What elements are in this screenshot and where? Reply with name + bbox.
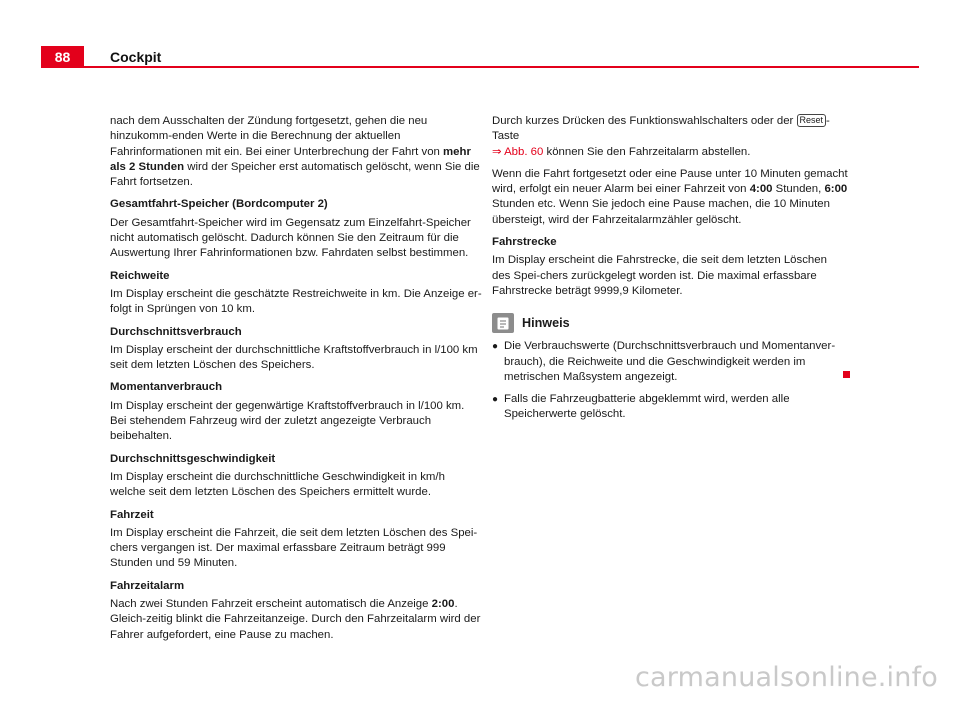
paragraph-reichweite: Im Display erscheint die geschätzte Restreichweite in km. Die Anzeige er-folgt in Sprüngen von 10 km. [110, 287, 482, 316]
heading-durchschnittsgeschwindigkeit: Durchschnittsgeschwindigkeit [110, 452, 276, 465]
bullet-icon: ● [492, 341, 499, 353]
right-column [492, 114, 848, 430]
header-rule [84, 66, 919, 68]
list-item: ● Die Verbrauchswerte (Durchschnittsverbrauch und Momentanver-brauch), die Reichweite und die Geschwindigkeit werden im metrischen Maßsystem angezeigt. [492, 339, 848, 385]
heading-gesamtfahrt: Gesamtfahrt-Speicher (Bordcomputer 2) [110, 198, 328, 211]
reset-key-label: Reset [797, 114, 827, 127]
paragraph-intro: nach dem Ausschalten der Zündung fortgesetzt, gehen die neu hinzukomm-enden Werte in die Berechnung der aktuellen Fahrinformationen mit ein. Bei einer Unterbrechung der Fahrt von mehr als 2 Stunden wird der Speicher erst automatisch gelöscht, wenn Sie die Fahrt fortsetzen. [110, 115, 480, 189]
paragraph-fahrzeitalarm: Nach zwei Stunden Fahrzeit erscheint automatisch die Anzeige 2:00. Gleich-zeitig blinkt die Fahrzeitanzeige. Durch den Fahrzeitalarm wird der Fahrer aufgefordert, eine Pause zu machen. [110, 598, 481, 641]
paragraph-gesamtfahrt: Der Gesamtfahrt-Speicher wird im Gegensatz zum Einzelfahrt-Speicher nicht automatisch gelöscht. Dadurch können Sie den Zeitraum für die Auswertung Ihrer Fahrinformationen bzw. Fahrdaten selbst bestimmen. [110, 216, 471, 260]
paragraph-fahrzeit: Im Display erscheint die Fahrzeit, die seit dem letzten Löschen des Spei-chers vergangen ist. Der maximal erfassbare Zeitraum beträgt 999 Stunden und 59 Minuten. [110, 526, 478, 570]
left-column [110, 114, 482, 650]
paragraph-durchschnittsverbrauch: Im Display erscheint der durchschnittliche Kraftstoffverbrauch in l/100 km seit dem letzten Löschen des Speichers. [110, 343, 478, 372]
heading-fahrzeit: Fahrzeit [110, 508, 154, 521]
bullet-icon: ● [492, 394, 499, 406]
paragraph-durchschnittsgeschwindigkeit: Im Display erscheint die durchschnittliche Geschwindigkeit in km/h welche seit dem letzten Löschen des Speichers ermittelt wurde. [110, 470, 445, 499]
page-header [0, 0, 960, 70]
page-number: 88 [41, 46, 84, 68]
heading-momentanverbrauch: Momentanverbrauch [110, 381, 223, 394]
heading-fahrzeitalarm: Fahrzeitalarm [110, 579, 185, 592]
chapter-title: Cockpit [110, 49, 162, 65]
heading-durchschnittsverbrauch: Durchschnittsverbrauch [110, 325, 242, 338]
paragraph-alarm-repeat: Wenn die Fahrt fortgesetzt oder eine Pause unter 10 Minuten gemacht wird, erfolgt ein neuer Alarm bei einer Fahrzeit von 4:00 Stunden, 6:00 Stunden etc. Wenn Sie jedoch eine Pause machen, die 10 Minuten übersteigt, wird der Fahrzeitalarmzähler gelöscht. [492, 167, 848, 226]
note-hand-icon [496, 316, 510, 331]
note-icon [492, 313, 514, 333]
section-end-icon [843, 371, 850, 378]
paragraph-reset: Durch kurzes Drücken des Funktionswahlschalters oder der Reset -Taste ⇒ Abb. 60 können Sie den Fahrzeitalarm abstellen. [492, 115, 830, 158]
figure-reference-link[interactable]: ⇒ Abb. 60 [492, 145, 544, 158]
watermark: carmanualsonline.info [635, 662, 938, 693]
list-item: ● Falls die Fahrzeugbatterie abgeklemmt wird, werden alle Speicherwerte gelöscht. [492, 392, 848, 423]
heading-fahrstrecke: Fahrstrecke [492, 236, 557, 249]
heading-reichweite: Reichweite [110, 269, 170, 282]
note-header [492, 313, 848, 333]
note-title: Hinweis [522, 315, 570, 330]
paragraph-momentanverbrauch: Im Display erscheint der gegenwärtige Kraftstoffverbrauch in l/100 km. Bei stehendem Fahrzeug wird der zuletzt angezeigte Verbrauch beibehalten. [110, 399, 465, 443]
paragraph-fahrstrecke: Im Display erscheint die Fahrstrecke, die seit dem letzten Löschen des Spei-chers zurückgelegt worden ist. Die maximal erfassbare Fahrstrecke beträgt 9999,9 Kilometer. [492, 254, 827, 297]
